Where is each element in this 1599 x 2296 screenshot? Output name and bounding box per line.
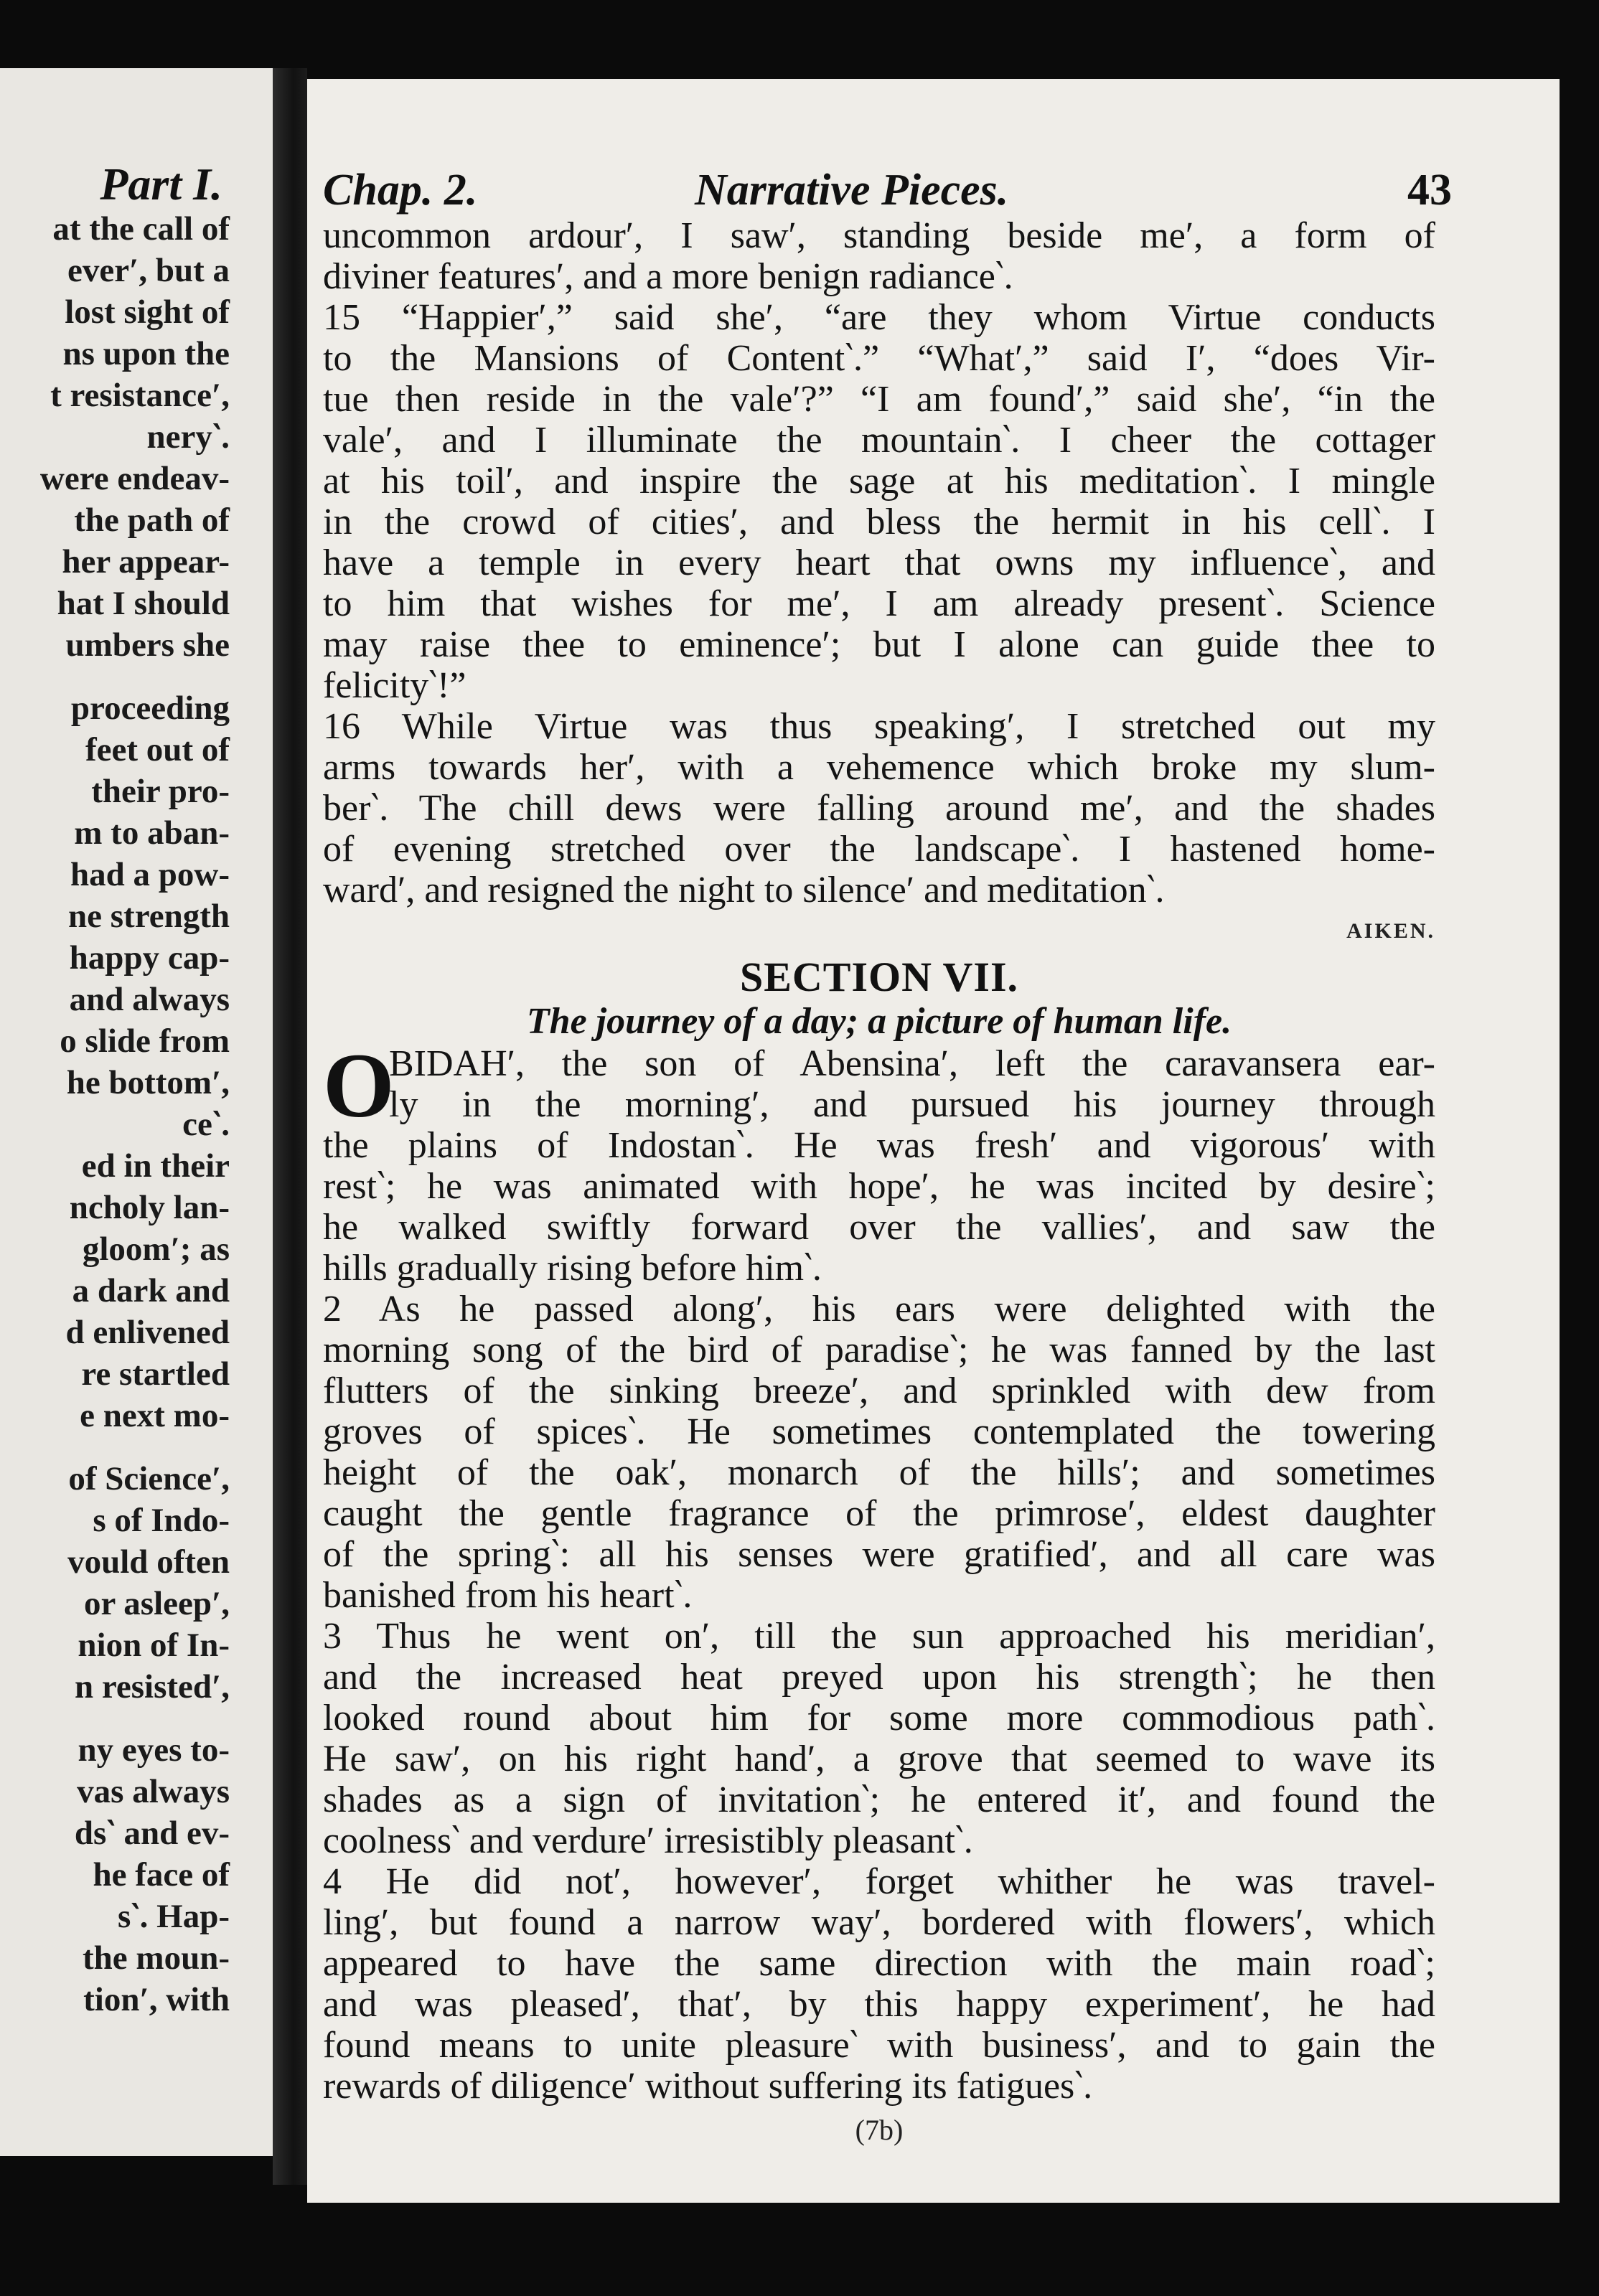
text-line: he walked swiftly forward over the vallies′, and saw the (323, 1207, 1435, 1248)
left-page-line: tion′, with (83, 1981, 230, 2018)
text-line: appeared to have the same direction with the main road‵; (323, 1943, 1435, 1984)
text-line: 4 He did not′, however′, forget whither he was travel- (323, 1861, 1435, 1902)
text-line: arms towards her′, with a vehemence which broke my slum- (323, 747, 1435, 788)
left-facing-page (0, 68, 273, 2156)
page-body (323, 215, 1435, 2150)
text-line: vale′, and I illuminate the mountain‵. I cheer the cottager (323, 420, 1435, 461)
running-title: Narrative Pieces. (695, 166, 1009, 215)
paragraph-2 (323, 1289, 1435, 1616)
text-line: 2 As he passed along′, his ears were delighted with the (323, 1289, 1435, 1330)
left-page-line: the path of (74, 502, 230, 539)
text-line: to him that wishes for me′, I am already present‵. Science (323, 583, 1435, 624)
text-line: ber‵. The chill dews were falling around me′, and the shades (323, 788, 1435, 829)
text-line: and the increased heat preyed upon his strength‵; he then (323, 1657, 1435, 1698)
right-page (307, 79, 1560, 2203)
left-page-text (40, 208, 230, 2020)
paragraph-16 (323, 706, 1435, 911)
left-page-line: s of Indo- (93, 1502, 230, 1539)
text-line: and was pleased′, that′, by this happy experiment′, he had (323, 1984, 1435, 2025)
left-page-line: had a pow- (70, 856, 230, 893)
left-page-line: her appear- (62, 543, 230, 580)
text-line: height of the oak′, monarch of the hills′; and sometimes (323, 1452, 1435, 1493)
left-page-line: he face of (93, 1856, 230, 1893)
left-page-line: ne strength (68, 898, 230, 935)
left-page-line: he bottom′, (66, 1064, 230, 1101)
text-line: He saw′, on his right hand′, a grove that seemed to wave its (323, 1739, 1435, 1779)
left-page-line: ncholy lan- (69, 1189, 230, 1226)
text-line: tue then reside in the vale′?” “I am found′,” said she′, “in the (323, 379, 1435, 420)
text-line: ly in the morning′, and pursued his journey through (389, 1084, 1435, 1125)
text-line: diviner features′, and a more benign radiance‵. (323, 256, 1013, 297)
left-page-line: re startled (81, 1355, 230, 1393)
left-page-line: ny eyes to- (78, 1731, 230, 1769)
text-line: 15 “Happier′,” said she′, “are they whom Virtue conducts (323, 297, 1435, 338)
book-gutter (273, 68, 307, 2185)
left-page-line: hat I should (57, 585, 230, 622)
left-page-line: of Science′, (68, 1460, 230, 1497)
text-line: BIDAH′, the son of Abensina′, left the caravansera ear- (389, 1043, 1435, 1084)
page-number: 43 (1407, 166, 1452, 215)
text-line: rest‵; he was animated with hope′, he was incited by desire‵; (323, 1166, 1435, 1207)
paragraph-1-wrap (323, 1035, 1435, 1289)
text-line: the plains of Indostan‵. He was fresh′ and vigorous′ with (323, 1125, 1435, 1166)
text-line: at his toil′, and inspire the sage at his meditation‵. I mingle (323, 461, 1435, 502)
left-page-line: s‵. Hap- (117, 1898, 230, 1935)
text-line: ling′, but found a narrow way′, bordered with flowers′, which (323, 1902, 1435, 1943)
left-page-line: ce‵. (182, 1106, 230, 1143)
left-page-line: umbers she (65, 626, 230, 664)
left-page-line: nion of In- (78, 1627, 230, 1664)
left-page-line: vas always (77, 1773, 230, 1810)
paragraph-3 (323, 1616, 1435, 1861)
signature-mark: (7b) (855, 2114, 904, 2146)
left-page-line: o slide from (60, 1022, 230, 1060)
left-page-line: gloom′; as (82, 1231, 230, 1268)
text-line: caught the gentle fragrance of the primrose′, eldest daughter (323, 1493, 1435, 1534)
text-line: ward′, and resigned the night to silence′ and meditation‵. (323, 870, 1165, 911)
left-page-line: happy cap- (69, 939, 230, 977)
left-page-line: proceeding (70, 690, 230, 727)
left-page-gap (40, 1436, 230, 1458)
left-page-line: the moun- (83, 1939, 230, 1977)
left-page-line: feet out of (85, 731, 230, 768)
text-line: coolness‵ and verdure′ irresistibly pleasant‵. (323, 1820, 973, 1861)
text-line: felicity‵!” (323, 665, 466, 706)
text-line: shades as a sign of invitation‵; he entered it′, and found the (323, 1779, 1435, 1820)
paragraph-15-continuation (323, 215, 1435, 297)
left-page-line: ed in their (81, 1147, 230, 1185)
left-page-line: their pro- (91, 773, 230, 810)
text-line: to the Mansions of Content‵.” “What′,” said I′, “does Vir- (323, 338, 1435, 379)
text-line: banished from his heart‵. (323, 1575, 693, 1616)
left-page-line: a dark and (72, 1272, 230, 1309)
left-page-line: vould often (67, 1543, 230, 1581)
left-page-line: m to aban- (74, 814, 230, 852)
text-line: morning song of the bird of paradise‵; he was fanned by the last (323, 1330, 1435, 1370)
text-line: rewards of diligence′ without suffering its fatigues‵. (323, 2066, 1093, 2107)
text-line: flutters of the sinking breeze′, and sprinkled with dew from (323, 1370, 1435, 1411)
text-line: looked round about him for some more commodious path‵. (323, 1698, 1435, 1739)
left-page-line: e next mo- (80, 1397, 230, 1434)
section-heading: SECTION VII. (739, 954, 1019, 1000)
text-line: uncommon ardour′, I saw′, standing beside me′, a form of (323, 215, 1435, 256)
left-page-line: ever′, but a (67, 252, 230, 289)
text-line: have a temple in every heart that owns my influence‵, and (323, 542, 1435, 583)
text-line: groves of spices‵. He sometimes contemplated the towering (323, 1411, 1435, 1452)
left-page-line: and always (69, 981, 230, 1018)
drop-cap: O (323, 1035, 395, 1137)
left-page-line: or asleep′, (84, 1585, 230, 1622)
left-page-line: n resisted′, (74, 1668, 230, 1705)
chapter-header: Chap. 2. (323, 166, 478, 215)
text-line: in the crowd of cities′, and bless the hermit in his cell‵. I (323, 502, 1435, 542)
text-line: of evening stretched over the landscape‵. I hastened home- (323, 829, 1435, 870)
text-line: 16 While Virtue was thus speaking′, I stretched out my (323, 706, 1435, 747)
left-page-line: lost sight of (65, 293, 230, 331)
left-page-line: nery‵. (146, 418, 230, 456)
text-line: may raise thee to eminence′; but I alone can guide thee to (323, 624, 1435, 665)
text-line: of the spring‵: all his senses were gratified′, and all care was (323, 1534, 1435, 1575)
author-credit: AIKEN. (1346, 919, 1435, 943)
left-page-line: t resistance′, (50, 377, 230, 414)
left-page-header: Part I. (100, 159, 222, 210)
left-page-line: at the call of (52, 210, 230, 248)
left-page-line: d enlivened (65, 1314, 230, 1351)
paragraph-4 (323, 1861, 1435, 2107)
left-page-line: were endeav- (39, 460, 230, 497)
paragraph-15 (323, 297, 1435, 706)
text-line: found means to unite pleasure‵ with business′, and to gain the (323, 2025, 1435, 2066)
left-page-line: ds‵ and ev- (74, 1815, 230, 1852)
text-line: 3 Thus he went on′, till the sun approached his meridian′, (323, 1616, 1435, 1657)
paragraph-1 (323, 1035, 1435, 1289)
left-page-line: ns upon the (62, 335, 230, 372)
section-subtitle: The journey of a day; a picture of human life. (526, 1001, 1232, 1042)
left-page-gap (40, 1708, 230, 1729)
text-line: hills gradually rising before him‵. (323, 1248, 822, 1289)
left-page-gap (40, 666, 230, 687)
